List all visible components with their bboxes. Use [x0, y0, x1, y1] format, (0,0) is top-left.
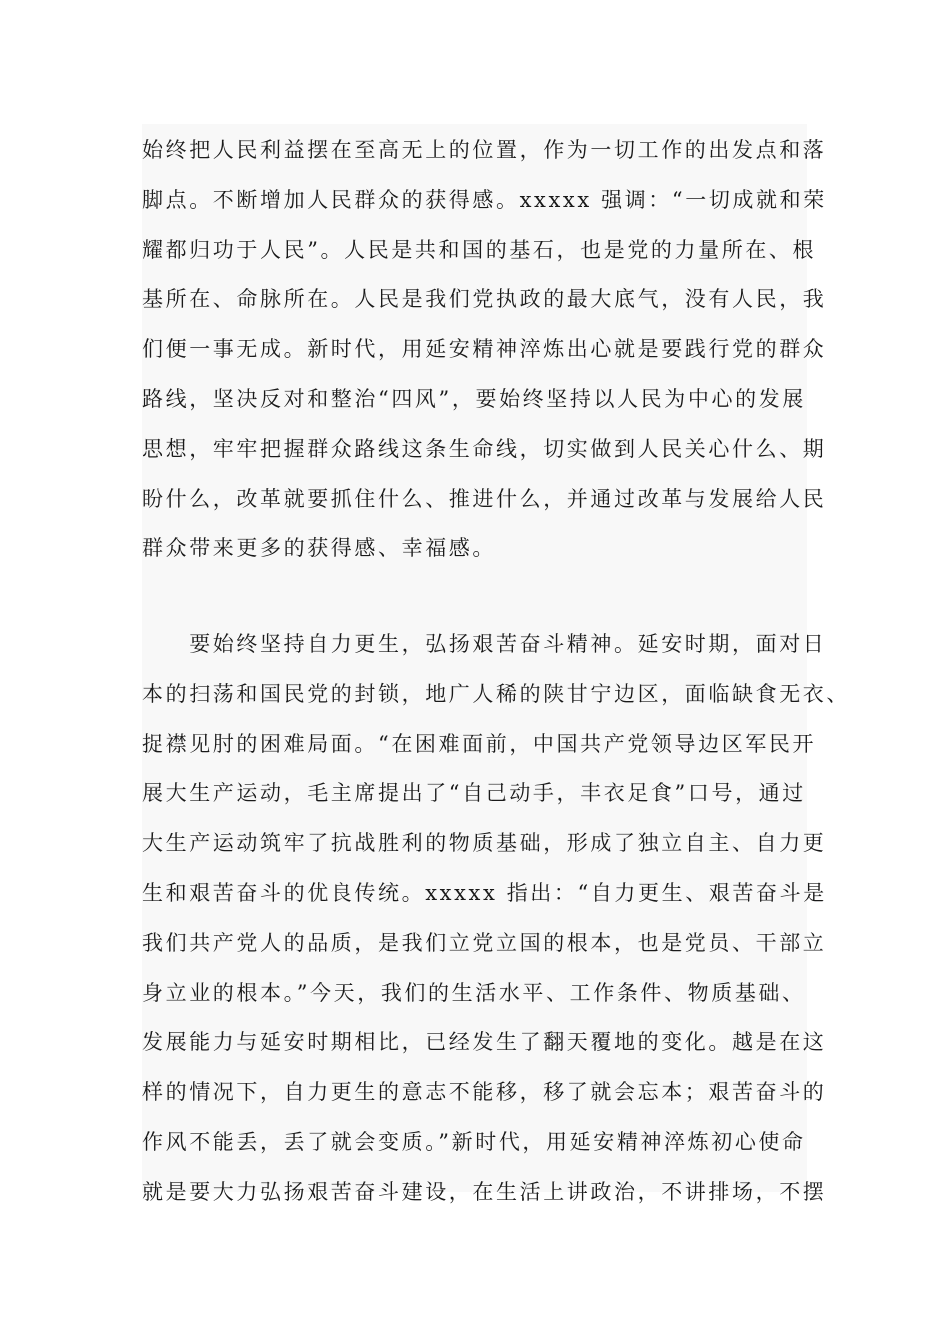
paragraph-2-line-8: 身立业的根本。”今天，我们的生活水平、工作条件、物质基础、 — [142, 980, 806, 1005]
text-block — [142, 124, 850, 1204]
paragraph-2-line-6: 生和艰苦奋斗的优良传统。xxxxx 指出：“自力更生、艰苦奋斗是 — [142, 880, 827, 905]
paragraph-1-line-9: 群众带来更多的获得感、幸福感。 — [142, 536, 496, 561]
paragraph-2-line-10: 样的情况下，自力更生的意志不能移，移了就会忘本；艰苦奋斗的 — [142, 1080, 827, 1105]
paragraph-2-line-3: 捉襟见肘的困难局面。“在困难面前，中国共产党领导边区军民开 — [142, 731, 817, 756]
paragraph-1-line-7: 思想，牢牢把握群众路线这条生命线，切实做到人民关心什么、期 — [142, 436, 827, 461]
paragraph-1-line-5: 们便一事无成。新时代，用延安精神淬炼出心就是要践行党的群众 — [142, 337, 827, 362]
paragraph-2 — [142, 620, 850, 1218]
paragraph-2-line-1: 要始终坚持自力更生，弘扬艰苦奋斗精神。延安时期，面对日 — [142, 632, 827, 656]
paragraph-2-line-5: 大生产运动筑牢了抗战胜利的物质基础，形成了独立自主、自力更 — [142, 831, 827, 856]
paragraph-1-line-8: 盼什么，改革就要抓住什么、推进什么，并通过改革与发展给人民 — [142, 486, 827, 511]
paragraph-1-line-6: 路线，坚决反对和整治“四风”，要始终坚持以人民为中心的发展 — [142, 386, 806, 411]
paragraph-1 — [142, 126, 842, 574]
paragraph-2-line-11: 作风不能丢，丢了就会变质。”新时代，用延安精神淬炼初心使命 — [142, 1129, 806, 1154]
paragraph-1-line-3: 耀都归功于人民”。人民是共和国的基石，也是党的力量所在、根 — [142, 237, 817, 262]
paragraph-2-line-2: 本的扫荡和国民党的封锁，地广人稀的陕甘宁边区，面临缺食无衣、 — [142, 681, 850, 706]
paragraph-1-line-4: 基所在、命脉所在。人民是我们党执政的最大底气，没有人民，我 — [142, 287, 827, 312]
paragraph-1-line-2: 脚点。不断增加人民群众的获得感。xxxxx 强调：“一切成就和荣 — [142, 187, 827, 212]
paragraph-2-line-12: 就是要大力弘扬艰苦奋斗建设，在生活上讲政治，不讲排场，不摆 — [142, 1179, 827, 1204]
paragraph-2-line-4: 展大生产运动，毛主席提出了“自己动手，丰衣足食”口号，通过 — [142, 781, 806, 806]
paragraph-2-line-9: 发展能力与延安时期相比，已经发生了翻天覆地的变化。越是在这 — [142, 1030, 827, 1055]
paragraph-2-line-7: 我们共产党人的品质，是我们立党立国的根本，也是党员、干部立 — [142, 930, 827, 955]
paragraph-1-line-1: 始终把人民利益摆在至高无上的位置，作为一切工作的出发点和落 — [142, 138, 827, 162]
